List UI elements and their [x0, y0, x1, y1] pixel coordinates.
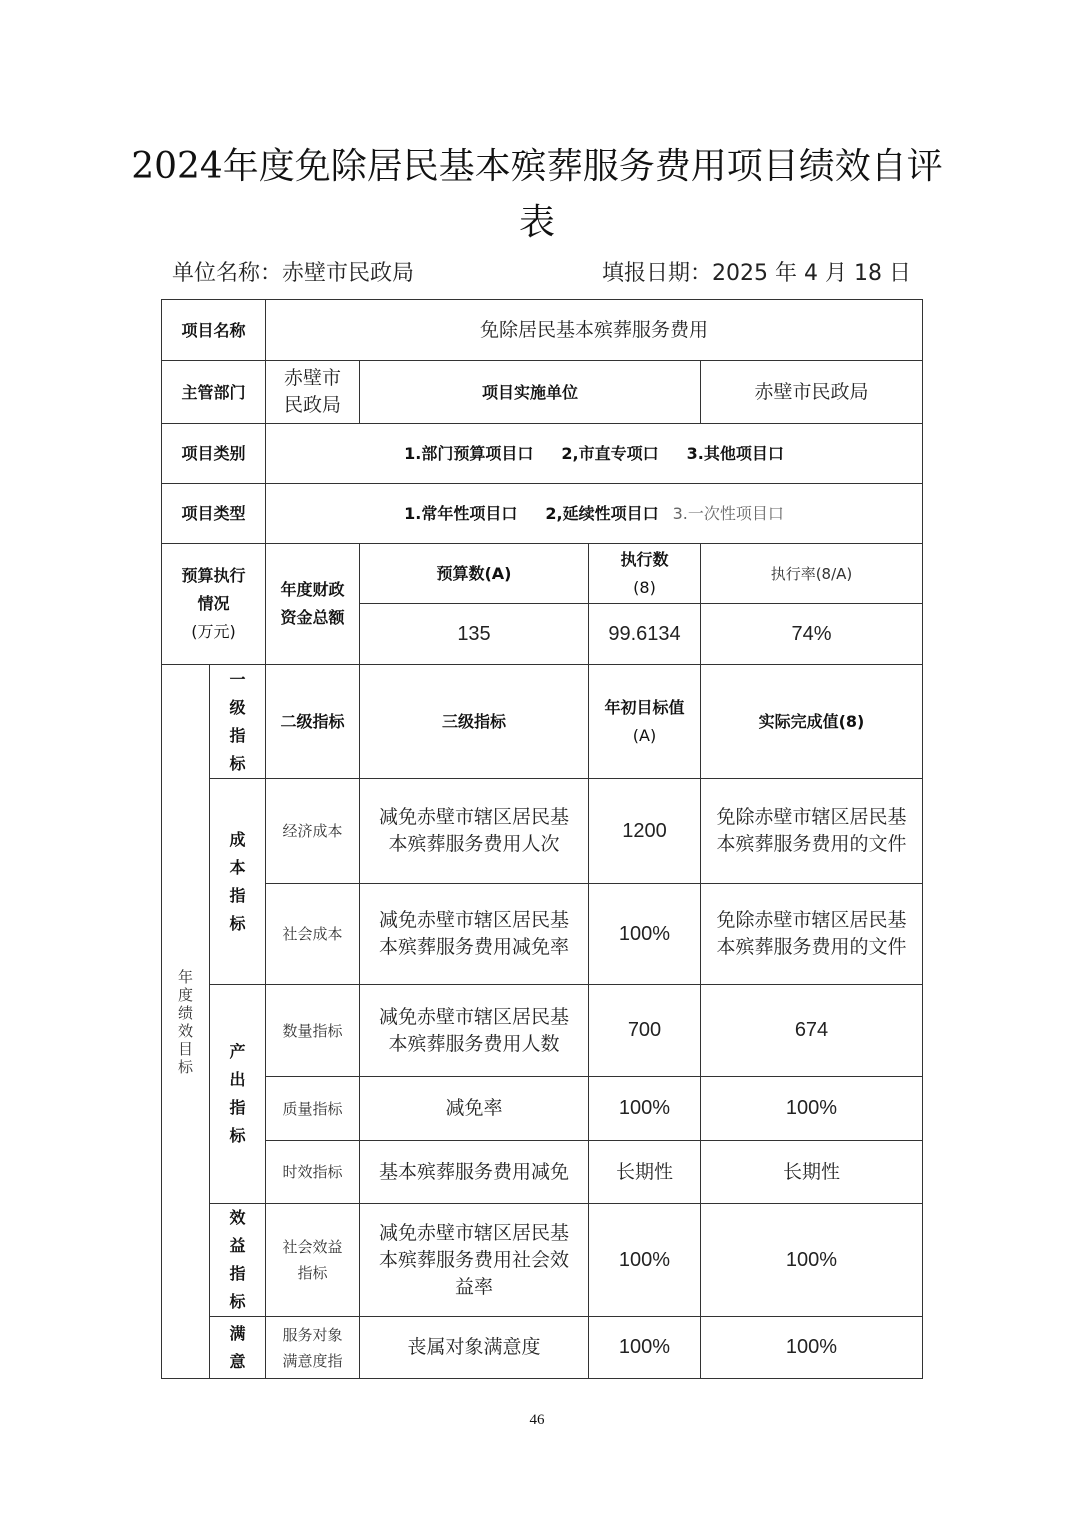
level1-char: 标 — [229, 1292, 246, 1311]
budget-header-executed — [589, 544, 701, 604]
target-cell: 100% — [589, 1077, 701, 1141]
report-date: 填报日期：2025 年 4 月 18 日 — [602, 261, 911, 286]
actual-cell: 长期性 — [701, 1141, 923, 1204]
type-option: 3.一次性项目口 — [672, 504, 784, 523]
category-option: 2,市直专项口 — [561, 444, 659, 463]
table-row — [162, 884, 923, 985]
category-option: 3.其他项目口 — [686, 444, 784, 463]
actual-header: 实际完成值(8) — [701, 665, 923, 779]
document-title-line1: 2024年度免除居民基本殡葬服务费用项目绩效自评 — [131, 146, 943, 187]
dept-label: 主管部门 — [162, 361, 266, 424]
type-option: 2,延续性项目口 — [545, 504, 659, 523]
level3-cell: 丧属对象满意度 — [360, 1317, 589, 1379]
level1-char: 效 — [229, 1208, 246, 1227]
performance-table — [161, 299, 923, 1379]
level3-cell: 减免赤壁市辖区居民基本殡葬服务费用人次 — [360, 779, 589, 884]
impl-label: 项目实施单位 — [360, 361, 701, 424]
category-options — [266, 424, 923, 484]
budget-sub-label-line: 资金总额 — [280, 608, 345, 627]
table-row — [162, 1141, 923, 1204]
level3-cell: 减免赤壁市辖区居民基本殡葬服务费用减免率 — [360, 884, 589, 985]
budget-label-line: 预算执行 — [181, 566, 246, 585]
level3-cell: 减免赤壁市辖区居民基本殡葬服务费用社会效益率 — [360, 1204, 589, 1317]
level1-char: 成 — [229, 829, 246, 849]
exec-header-line: (8) — [633, 577, 656, 597]
budget-planned-value: 135 — [360, 604, 589, 665]
level1-char: 指 — [229, 1264, 246, 1283]
actual-cell: 100% — [701, 1077, 923, 1141]
type-option: 1.常年性项目口 — [404, 504, 518, 523]
project-name-label: 项目名称 — [162, 300, 266, 361]
actual-cell: 100% — [701, 1204, 923, 1317]
page-number: 46 — [529, 1412, 545, 1428]
level3-header: 三级指标 — [360, 665, 589, 779]
exec-header-line: 执行数 — [620, 549, 669, 569]
level1-satisfaction — [210, 1317, 266, 1379]
target-cell: 700 — [589, 985, 701, 1077]
target-header-line: (A) — [632, 725, 657, 745]
level1-cost — [210, 779, 266, 985]
level2-cell: 社会效益指标 — [266, 1204, 360, 1317]
level2-cell: 数量指标 — [266, 985, 360, 1077]
level1-header-char: 级 — [229, 697, 246, 717]
level1-char: 本 — [229, 857, 246, 877]
level1-char: 指 — [229, 885, 246, 905]
level2-cell: 经济成本 — [266, 779, 360, 884]
budget-sub-label — [266, 544, 360, 665]
target-header-line: 年初目标值 — [604, 697, 685, 717]
target-cell: 100% — [589, 884, 701, 985]
budget-rate-value: 74% — [701, 604, 923, 665]
table-row — [162, 1317, 923, 1379]
table-row — [162, 1077, 923, 1141]
actual-cell: 免除赤壁市辖区居民基本殡葬服务费用的文件 — [701, 779, 923, 884]
budget-label-line: 情况 — [197, 594, 230, 613]
level2-header: 二级指标 — [266, 665, 360, 779]
level1-char: 标 — [229, 913, 246, 933]
level3-cell: 减免率 — [360, 1077, 589, 1141]
row-category — [162, 424, 923, 484]
level1-char: 满 — [229, 1323, 246, 1343]
impl-value: 赤壁市民政局 — [701, 361, 923, 424]
level1-header-char: 标 — [229, 753, 246, 773]
budget-executed-value: 99.6134 — [589, 604, 701, 665]
level1-header-char: 指 — [229, 725, 246, 745]
type-label: 项目类型 — [162, 484, 266, 544]
dept-value: 赤壁市民政局 — [266, 361, 360, 424]
level2-cell: 质量指标 — [266, 1077, 360, 1141]
budget-header-rate: 执行率(8/A) — [701, 544, 923, 604]
level1-char: 出 — [229, 1070, 246, 1089]
annual-label-char: 年 — [177, 967, 193, 986]
annual-label-char: 度 — [177, 985, 193, 1004]
target-header — [589, 665, 701, 779]
category-label: 项目类别 — [162, 424, 266, 484]
row-indicator-header — [162, 665, 923, 779]
level2-cell: 时效指标 — [266, 1141, 360, 1204]
annual-label-char: 标 — [177, 1057, 193, 1076]
level3-cell: 基本殡葬服务费用减免 — [360, 1141, 589, 1204]
level1-benefit — [210, 1204, 266, 1317]
level1-header-char: 一 — [229, 669, 246, 689]
actual-cell: 免除赤壁市辖区居民基本殡葬服务费用的文件 — [701, 884, 923, 985]
budget-label — [162, 544, 266, 665]
table-row — [162, 1204, 923, 1317]
target-cell: 100% — [589, 1317, 701, 1379]
level2-cell: 社会成本 — [266, 884, 360, 985]
level1-char: 标 — [229, 1126, 246, 1145]
level1-char: 产 — [229, 1042, 246, 1061]
target-cell: 长期性 — [589, 1141, 701, 1204]
row-department — [162, 361, 923, 424]
row-type — [162, 484, 923, 544]
project-name-value: 免除居民基本殡葬服务费用 — [266, 300, 923, 361]
budget-label-line: (万元) — [191, 622, 236, 641]
budget-sub-label-line: 年度财政 — [280, 580, 345, 599]
level1-char: 指 — [229, 1098, 246, 1117]
category-option: 1.部门预算项目口 — [404, 444, 534, 463]
annual-label-char: 效 — [177, 1021, 193, 1040]
row-project-name — [162, 300, 923, 361]
target-cell: 100% — [589, 1204, 701, 1317]
level1-char: 意 — [229, 1351, 246, 1371]
row-budget-header — [162, 544, 923, 604]
target-cell: 1200 — [589, 779, 701, 884]
level1-header — [210, 665, 266, 779]
level3-cell: 减免赤壁市辖区居民基本殡葬服务费用人数 — [360, 985, 589, 1077]
actual-cell: 674 — [701, 985, 923, 1077]
type-options — [266, 484, 923, 544]
annual-label-char: 目 — [177, 1039, 193, 1058]
level1-output — [210, 985, 266, 1204]
level2-cell: 服务对象满意度指 — [266, 1317, 360, 1379]
level1-char: 益 — [229, 1236, 246, 1255]
table-row — [162, 779, 923, 884]
document-title-line2: 表 — [518, 202, 555, 243]
unit-name: 单位名称：赤壁市民政局 — [172, 261, 415, 286]
annual-label-char: 绩 — [177, 1003, 193, 1022]
actual-cell: 100% — [701, 1317, 923, 1379]
annual-goal-label — [162, 665, 210, 1379]
table-row — [162, 985, 923, 1077]
budget-header-planned: 预算数(A) — [360, 544, 589, 604]
